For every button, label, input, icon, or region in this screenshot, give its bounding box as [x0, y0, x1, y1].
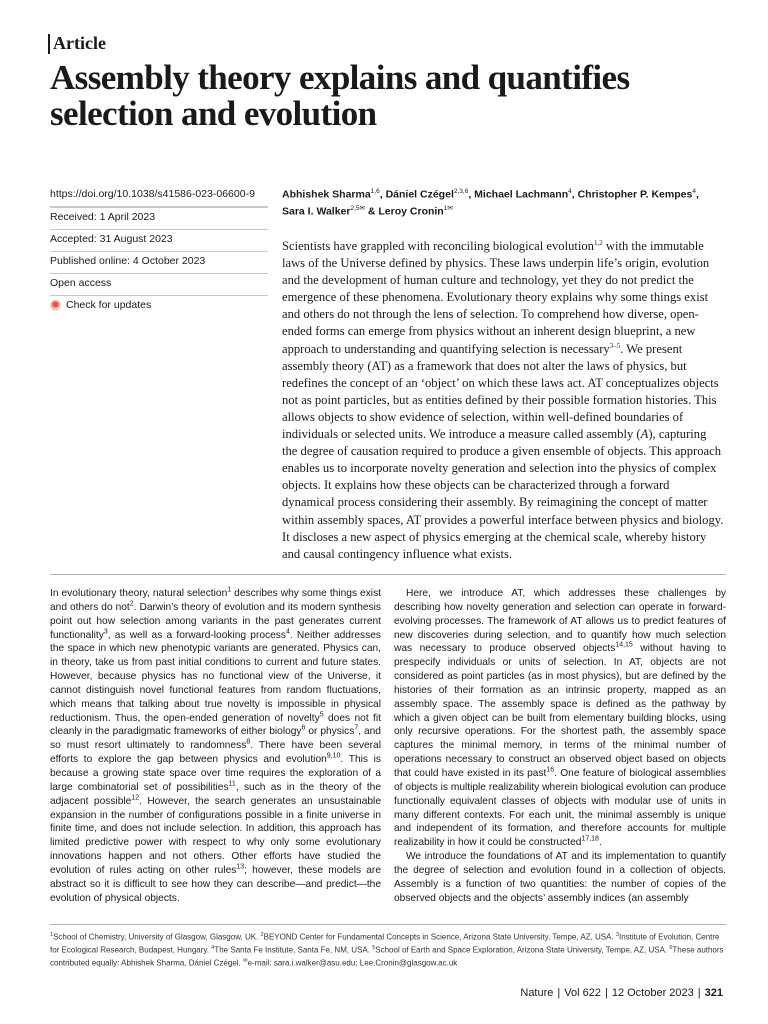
kicker-rule	[48, 34, 50, 54]
body-paragraph: Here, we introduce AT, which addresses these challenges by describing how novelty generation and selection can operate in forward-evolving processes. The framework of AT allows us to predict features of new discoveries during selection, and to quantify how much selection was necessary to produce observed objects$^{14,15}$ without having to prespecify individuals or units of selection. In AT, objects are not considered as point particles (as in most physics), but are defined by the histories of their formation as an intrinsic property, mapped as an assembly space. The assembly space is defined as the pathway by which a given object can be built from elementary building blocks, using only recursive operations. For the shortest path, the assembly space captures the minimal memory, in terms of the minimal number of operations necessary to construct an observed object based on objects that could have existed in its past$^{16}$. One feature of biological assemblies of objects is multiple realizability wherein biological evolution can produce functionally equivalent classes of objects with modular use of units in many different contexts. For each unit, the minimal assembly is unique and independent of its formation, and therefore accounts for multiple realizability in how it could be constructed$^{17,18}$.	[394, 588, 726, 849]
body-paragraph: In evolutionary theory, natural selection$^1$ describes why some things exist and others do not$^2$. Darwin’s theory of evolution and its modern synthesis point out how selection among variants in the past generates current functionality$^3$, as well as a forward-looking process$^4$. Neither addresses the space in which new phenotypic variants are generated. Physics can, in theory, take us from past initial conditions to current and future states. However, because physics has no functional view of the Universe, it cannot distinguish novel functional features from random fluctuations, which means that talking about true novelty is impossible in physical reductionism. Thus, the open-ended generation of novelty$^5$ does not fit cleanly in the paradigmatic frameworks of either biology$^6$ or physics$^7$, and so must resort ultimately to randomness$^8$. There have been several efforts to explore the gap between physics and evolution$^{9,10}$. This is because a growing state space over time requires the exploration of a large combinatorial set of possibilities$^{11}$, such as in the theory of the adjacent possible$^{12}$. However, the search generates an unsustainable expansion in the number of configurations possible in a finite universe in finite time, and does not include selection. In addition, this approach has limited predictive power with respect to why only some evolutionary innovations happen and not others. Other efforts have studied the evolution of rules acting on other rules$^{13}$; however, these models are abstract so it is difficult to see how they can describe—and predict—the evolution of physical objects.	[50, 586, 381, 904]
article-type-label: Article	[53, 33, 106, 53]
article-title: Assembly theory explains and quantifies selection and evolution	[50, 58, 630, 133]
received-date: Received: 1 April 2023	[50, 207, 268, 230]
issue-date: 12 October 2023	[611, 987, 694, 999]
check-updates-link[interactable]	[50, 296, 268, 317]
check-updates-label: Check for updates	[66, 299, 152, 311]
article-metadata	[50, 185, 268, 317]
body-paragraph: We introduce the foundations of AT and its implementation to quantify the degree of selection and evolution found in a collection of objects. Assembly is a function of two quantities: the number of copies of the observed objects and the objects’ assembly indices (an assembly	[394, 851, 726, 904]
footnote-divider	[50, 924, 726, 925]
author-list: Abhishek Sharma$^{1,6}$, Dániel Czégel$^{2,3,6}$, Michael Lachmann$^4$, Christopher P. Kempes$^4$, Sara I. Walker$^{2,5✉}$ & Leroy Cronin$^{1✉}$	[282, 188, 699, 217]
doi-link[interactable]: https://doi.org/10.1038/s41586-023-06600-9	[50, 185, 268, 207]
accepted-date: Accepted: 31 August 2023	[50, 230, 268, 252]
page-number: 321	[704, 987, 723, 999]
body-column-left	[50, 587, 381, 905]
open-access-label: Open access	[50, 274, 268, 296]
abstract: Scientists have grappled with reconciling biological evolution$^{1,2}$ with the immutable laws of the Universe defined by physics. These laws underpin life’s origin, evolution and the development of human culture and technology, yet they do not predict the emergence of these phenomena. Evolutionary theory explains why some things exist and others do not through the lens of selection. To comprehend how diverse, open-ended forms can emerge from physics without an inherent design blueprint, a new approach to understanding and quantifying selection is necessary$^{3-5}$. We present assembly theory (AT) as a framework that does not alter the laws of physics, but redefines the concept of an ‘object’ on which these laws act. AT conceptualizes objects not as point particles, but as entities defined by their possible formation histories. This allows objects to show evidence of selection, within well-defined boundaries of individuals or selected units. We introduce a measure called assembly (A), capturing the degree of causation required to produce a given ensemble of objects. This approach enables us to incorporate novelty generation and selection into the physics of complex objects. It explains how these objects can be characterized through a forward dynamical process considering their assembly. By reimagining the concept of matter within assembly spaces, AT provides a powerful interface between physics and biology. It discloses a new aspect of physics emerging at the chemical scale, whereby history and causal contingency influence what exists.	[282, 238, 724, 561]
published-date: Published online: 4 October 2023	[50, 252, 268, 274]
volume: Vol 622	[564, 987, 601, 999]
check-updates-icon	[50, 300, 61, 311]
journal-name: Nature	[520, 987, 554, 999]
abstract-divider	[50, 574, 726, 575]
page-footer: Nature | Vol 622 | 12 October 2023 | 321	[520, 987, 723, 999]
body-column-right	[394, 587, 726, 905]
affiliations-footnote: $^1$School of Chemistry, University of Glasgow, Glasgow, UK. $^2$BEYOND Center for Fundamental Concepts in Science, Arizona State University, Tempe, AZ, USA. $^3$Institute of Evolution, Centre for Ecological Research, Budapest, Hungary. $^4$The Santa Fe Institute, Santa Fe, NM, USA. $^5$School of Earth and Space Exploration, Arizona State University, Tempe, AZ, USA. $^6$These authors contributed equally: Abhishek Sharma, Dániel Czégel. ✉e-mail: sara.i.walker@asu.edu; Lee.Cronin@glasgow.ac.uk	[50, 932, 724, 968]
